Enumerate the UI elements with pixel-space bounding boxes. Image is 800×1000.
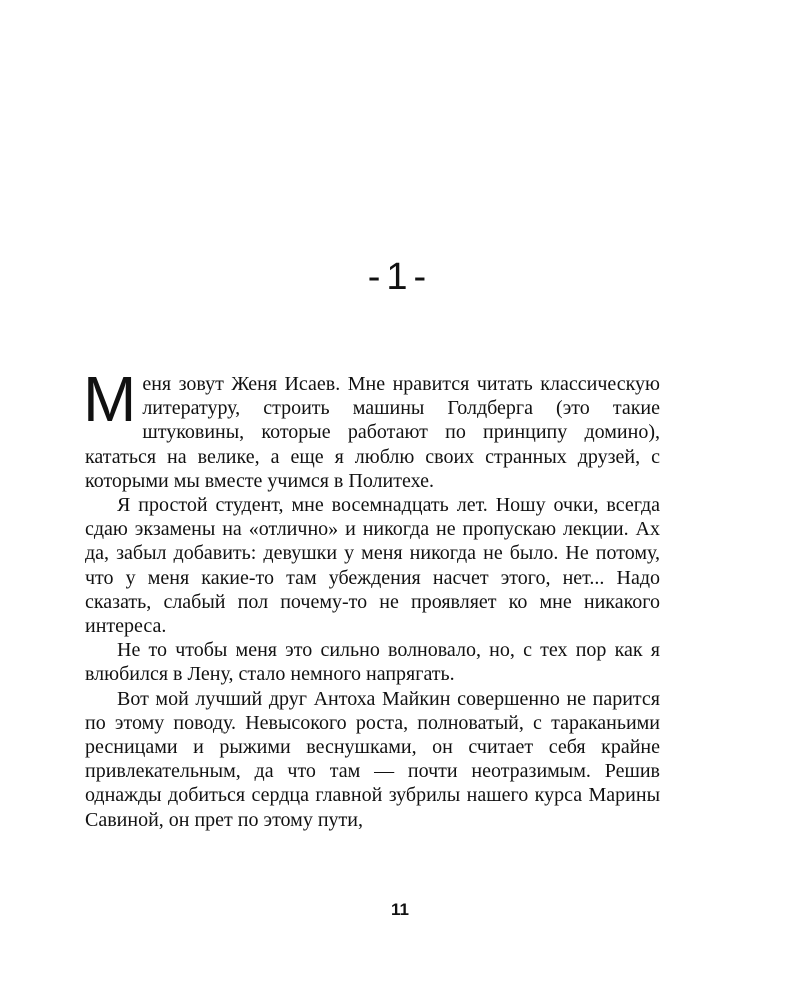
paragraph-3: Не то чтобы меня это сильно волновало, но, с тех пор как я влюбился в Лену, стало немного напрягать. bbox=[85, 639, 660, 686]
body-text bbox=[83, 363, 660, 832]
page-number: 11 bbox=[391, 900, 409, 919]
paragraph-1-text: еня зовут Женя Исаев. Мне нравится читать классическую литературу, строить машины Голдберга (это такие штуковины, которые работают по принципу домино), кататься на велике, а еще я люблю своих странных друзей, с которыми мы вместе учимся в Политехе. bbox=[85, 373, 660, 492]
chapter-number: -1- bbox=[367, 256, 433, 298]
paragraph-4: Вот мой лучший друг Антоха Майкин совершенно не парится по этому поводу. Невысокого роста, полноватый, с тараканьими ресницами и рыжими веснушками, он считает себя крайне привлекательным, да что там — почти неотразимым. Решив однажды добиться сердца главной зубрилы нашего курса Марины Савиной, он прет по этому пути, bbox=[85, 687, 660, 831]
drop-cap: М bbox=[83, 363, 137, 435]
paragraph-2: Я простой студент, мне восемнадцать лет. Ношу очки, всегда сдаю экзамены на «отлично» и никогда не пропускаю лекции. Ах да, забыл добавить: девушки у меня никогда не было. Не потому, что у меня какие-то там убеждения насчет этого, нет... Надо сказать, слабый пол почему-то не проявляет ко мне никакого интереса. bbox=[85, 494, 660, 638]
paragraph-1 bbox=[83, 363, 660, 493]
